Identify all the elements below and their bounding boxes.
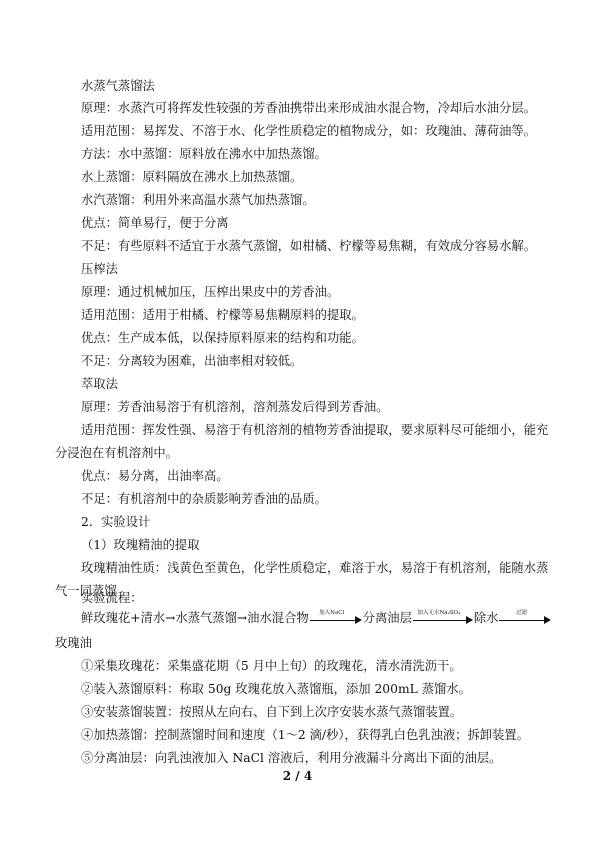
heading-extraction: 萃取法 [81, 377, 118, 391]
step-item: ④加热蒸馏：控制蒸馏时间和速度（1～2 滴/秒），获得乳白色乳浊液；拆卸装置。 [81, 728, 529, 742]
arrow-filter [499, 610, 551, 626]
step-item: ②装入蒸馏原料：称取 50g 玫瑰花放入蒸馏瓶，添加 200mL 蒸馏水。 [81, 682, 471, 696]
heading-pressing: 压榨法 [81, 262, 118, 276]
text-line: 优点：简单易行，便于分离 [81, 216, 229, 230]
text-line: 方法：水中蒸馏：原料放在沸水中加热蒸馏。 [81, 147, 327, 161]
flow-segment: 除水 [473, 611, 499, 625]
flow-intro: 实验流程： [81, 591, 143, 605]
text-line: 不足：有些原料不适宜于水蒸气蒸馏，如柑橘、柠檬等易焦糊，有效成分容易水解。 [81, 239, 536, 253]
text-line: 气一同蒸馏 [55, 584, 117, 598]
step-item: ①采集玫瑰花：采集盛花期（5 月中上旬）的玫瑰花，清水清洗沥干。 [81, 659, 462, 673]
subsection-heading: （1）玫瑰精油的提取 [81, 538, 200, 552]
text-line: 玫瑰精油性质：浅黄色至黄色，化学性质稳定，难溶于水，易溶于有机溶剂，能随水蒸 [81, 561, 549, 575]
arrow-add-na2so4 [413, 610, 473, 626]
text-line: 原理：水蒸汽可将挥发性较强的芳香油携带出来形成油水混合物，冷却后水油分层。 [81, 101, 536, 115]
text-line: 原理：通过机械加压，压榨出果皮中的芳香油。 [81, 285, 340, 299]
text-line: 优点：生产成本低，以保持原料原来的结构和功能。 [81, 331, 364, 345]
arrow-label: 过滤 [515, 610, 527, 616]
text-line: 适用范围：易挥发、不溶于水、化学性质稳定的植物成分，如：玫瑰油、薄荷油等。 [81, 124, 536, 138]
text-line: 适用范围：适用于柑橘、柠檬等易焦糊原料的提取。 [81, 308, 364, 322]
flow-result: 玫瑰油 [55, 636, 92, 650]
text-line: 不足：有机溶剂中的杂质影响芳香油的品质。 [81, 492, 327, 506]
step-item: ⑤分离油层：向乳浊液加入 NaCl 溶液后，利用分液漏斗分离出下面的油层。 [81, 751, 502, 765]
text-line: 分浸泡在有机溶剂中。 [55, 446, 178, 460]
flow-segment: 分离油层 [362, 611, 412, 625]
arrow-label: 加入NaCl [319, 610, 345, 616]
arrow-label: 加入无水Na₂SO₄ [417, 610, 461, 616]
page-number: 2 / 4 [282, 769, 313, 783]
text-line: 水汽蒸馏：利用外来高温水蒸气加热蒸馏。 [81, 193, 315, 207]
text-line: 原理：芳香油易溶于有机溶剂，溶剂蒸发后得到芳香油。 [81, 400, 389, 414]
flow-segment: 鲜玫瑰花+清水→水蒸气蒸馏→油水混合物 [81, 611, 309, 625]
arrow-add-nacl [310, 610, 362, 626]
step-item: ③安装蒸馏装置：按照从左向右、自下到上次序安装水蒸气蒸馏装置。 [81, 705, 463, 719]
heading-steam-distillation: 水蒸气蒸馏法 [81, 79, 155, 93]
section-heading: 2．实验设计 [81, 515, 151, 529]
process-flow [81, 610, 552, 626]
text-line: 水上蒸馏：原料隔放在沸水上加热蒸馏。 [81, 170, 303, 184]
text-line: 适用范围：挥发性强、易溶于有机溶剂的植物芳香油提取，要求原料尽可能细小，能充 [81, 423, 549, 437]
text-line: 优点：易分离，出油率高。 [81, 469, 229, 483]
text-line: 不足：分离较为困难，出油率相对较低。 [81, 354, 303, 368]
